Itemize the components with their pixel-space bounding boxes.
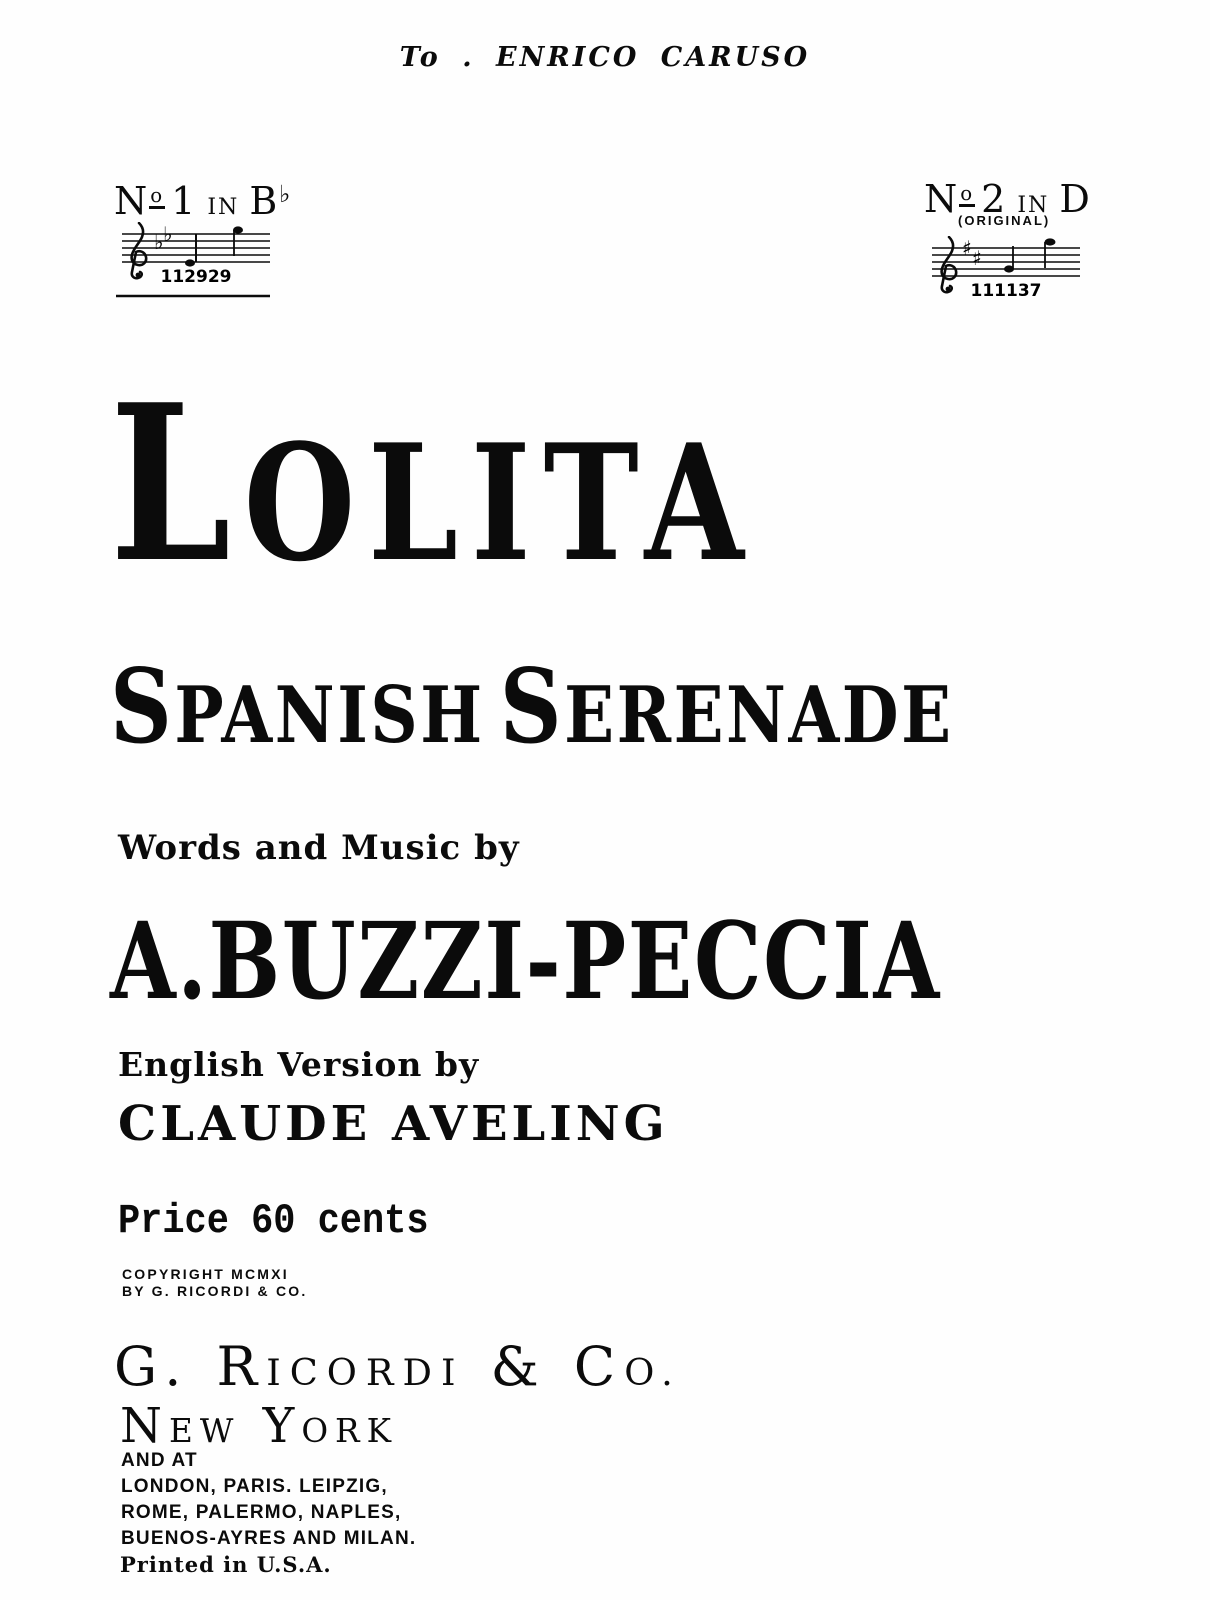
city-part: EW [169, 1412, 241, 1450]
edition-right-original-label: (ORIGINAL) [958, 213, 1051, 228]
sharp-sign-icon: ♯ [972, 246, 982, 270]
edition-left-heading [114, 179, 293, 223]
flat-sign-icon: ♭ [163, 222, 173, 246]
publisher-city [120, 1398, 398, 1454]
english-version-label: English Version by [118, 1045, 480, 1084]
note-icon [185, 259, 195, 266]
edition-right-key: D [1059, 177, 1092, 221]
edition-left-number: 1 [171, 179, 198, 223]
title-initial: L [110, 357, 244, 610]
publisher-part: & C [464, 1335, 625, 1398]
numero-o: o [960, 181, 975, 205]
page-subtitle [110, 647, 954, 767]
branch-line: LONDON, PARIS. LEIPZIG, [121, 1476, 388, 1497]
city-part: N [120, 1398, 169, 1454]
numero-o: o [150, 183, 165, 207]
branch-offices [121, 1448, 416, 1552]
numero-n: N [114, 179, 150, 223]
branch-line: BUENOS-AYRES AND MILAN. [121, 1528, 417, 1549]
copyright-line1: COPYRIGHT MCMXI [122, 1266, 289, 1282]
edition-left-staff [114, 222, 279, 304]
city-part: Y [240, 1398, 302, 1454]
numero-n: N [924, 177, 960, 221]
note-icon [1045, 238, 1056, 245]
plate-number-right: 111137 [970, 281, 1042, 301]
edition-right-number: 2 [981, 177, 1008, 221]
title-rest: OLITA [243, 409, 757, 597]
branch-line: ROME, PALERMO, NAPLES, [121, 1502, 402, 1523]
edition-left-in: IN [207, 195, 240, 220]
page-title [110, 357, 757, 610]
publisher-name [114, 1335, 682, 1398]
subtitle-word1-initial: S [110, 647, 175, 767]
treble-clef-icon [942, 237, 957, 292]
copyright-notice [122, 1266, 307, 1300]
translator-name: CLAUDE AVELING [118, 1096, 669, 1152]
price-label: Price 60 cents [118, 1197, 429, 1245]
subtitle-word1-rest: PANISH [174, 670, 485, 761]
city-part: ORK [301, 1412, 398, 1450]
composer-name: A.BUZZI-PECCIA [110, 898, 941, 1023]
flat-sign-icon: ♭ [154, 230, 164, 254]
subtitle-word2-initial: S [499, 647, 565, 767]
printed-note: Printed in U.S.A. [120, 1552, 332, 1577]
clef-dot [136, 273, 141, 278]
clef-dot [946, 287, 951, 292]
branch-line: AND AT [121, 1450, 198, 1471]
edition-right-staff [924, 236, 1089, 306]
treble-clef-icon [132, 223, 147, 278]
publisher-part: G. R [114, 1335, 267, 1398]
subtitle-word2-rest: ERENADE [564, 670, 954, 761]
flat-icon: ♭ [279, 180, 293, 209]
words-music-label: Words and Music by [118, 828, 520, 868]
sharp-sign-icon: ♯ [962, 236, 972, 260]
plate-number-left: 112929 [160, 267, 232, 287]
dedication: To . ENRICO CARUSO [399, 42, 811, 73]
copyright-line2: BY G. RICORDI & CO. [122, 1283, 308, 1299]
edition-left-key: B [249, 179, 280, 223]
publisher-part: ICORDI [266, 1351, 465, 1394]
publisher-part: O. [624, 1351, 682, 1394]
edition-right-in: IN [1017, 193, 1050, 218]
